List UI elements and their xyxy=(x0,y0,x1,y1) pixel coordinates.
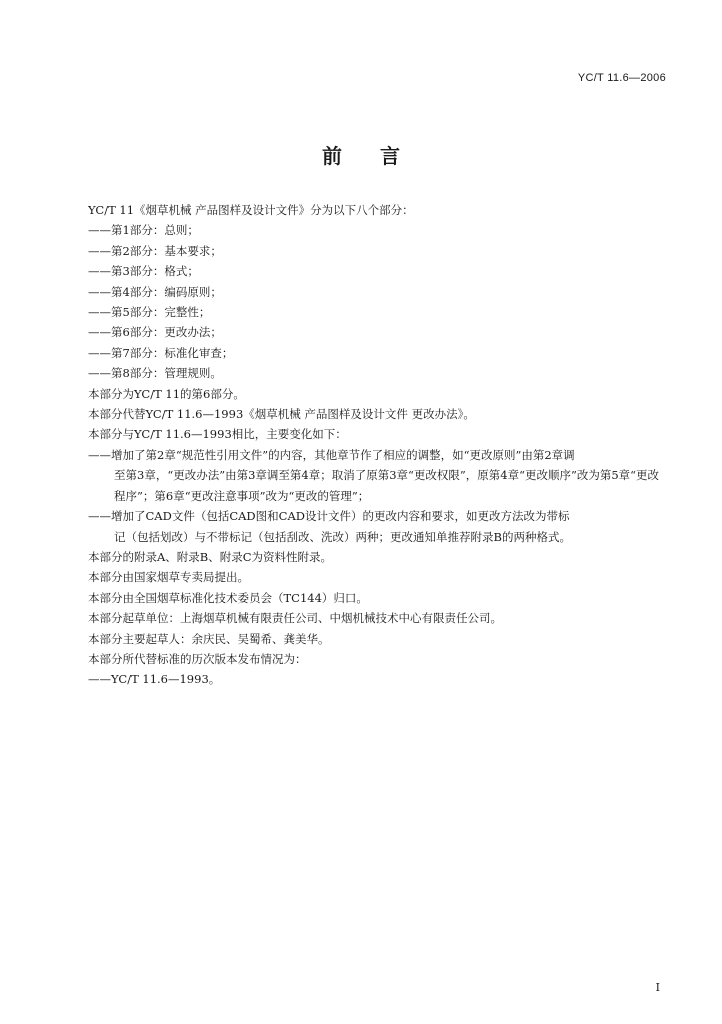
part-list-item: ——第4部分：编码原则； xyxy=(88,284,222,299)
change-item-first-line: ——增加了第2章“规范性引用文件”的内容，其他章节作了相应的调整，如“更改原则”由第2章调 xyxy=(88,447,575,462)
standard-code: YC/T 11.6—2006 xyxy=(577,72,666,84)
paragraph: ——YC/T 11.6—1993。 xyxy=(88,672,221,687)
page-title: 前言 xyxy=(322,144,438,168)
change-item-first-line: ——增加了CAD文件（包括CAD图和CAD设计文件）的更改内容和要求，如更改方法改为带标 xyxy=(88,509,570,524)
paragraph: 本部分为YC/T 11的第6部分。 xyxy=(88,386,245,401)
page-number: I xyxy=(655,981,660,994)
change-item-continuation: 至第3章，“更改办法”由第3章调至第4章；取消了原第3章“更改权限”，原第4章“更改顺序”改为第5章“更改程序”；第6章“更改注意事项”改为“更改的管理”； xyxy=(114,468,660,503)
part-list-item: ——第8部分：管理规则。 xyxy=(88,366,222,381)
paragraph: 本部分由全国烟草标准化技术委员会（TC144）归口。 xyxy=(88,590,368,605)
change-item-continuation: 记（包括划改）与不带标记（包括刮改、洗改）两种；更改通知单推荐附录B的两种格式。 xyxy=(114,529,571,544)
part-list-item: ——第7部分：标准化审查； xyxy=(88,345,234,360)
paragraph: 本部分主要起草人：余庆民、吴蜀希、龚美华。 xyxy=(88,631,330,646)
paragraph: 本部分由国家烟草专卖局提出。 xyxy=(88,570,249,585)
change-item xyxy=(88,506,668,547)
intro-line: YC/T 11《烟草机械 产品图样及设计文件》分为以下八个部分： xyxy=(88,203,414,217)
paragraph: 本部分起草单位：上海烟草机械有限责任公司、中烟机械技术中心有限责任公司。 xyxy=(88,611,502,626)
paragraph: 本部分所代替标准的历次版本发布情况为： xyxy=(88,651,307,666)
part-list-item: ——第5部分：完整性； xyxy=(88,305,211,320)
part-list-item: ——第3部分：格式； xyxy=(88,264,199,279)
part-list-item: ——第6部分：更改办法； xyxy=(88,325,222,340)
foreword-body xyxy=(88,200,668,690)
part-list-item: ——第1部分：总则； xyxy=(88,223,199,238)
paragraph: 本部分与YC/T 11.6—1993相比，主要变化如下： xyxy=(88,427,347,442)
part-list-item: ——第2部分：基本要求； xyxy=(88,243,222,258)
change-item xyxy=(88,445,668,506)
paragraph: 本部分代替YC/T 11.6—1993《烟草机械 产品图样及设计文件 更改办法》。 xyxy=(88,407,475,422)
paragraph: 本部分的附录A、附录B、附录C为资料性附录。 xyxy=(88,549,333,564)
